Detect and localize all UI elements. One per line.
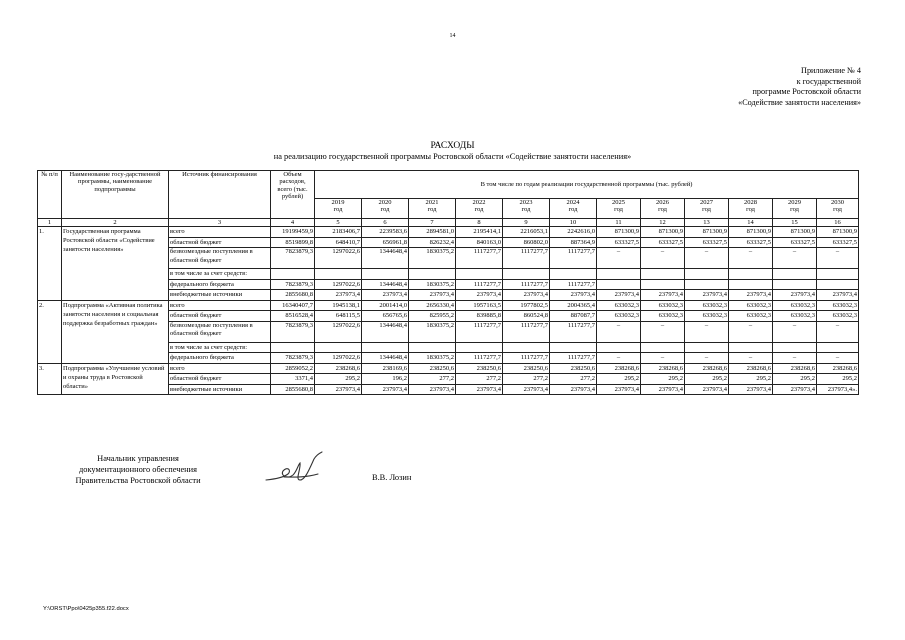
year-amount: – [641, 353, 685, 364]
total-amount: 7823879,3 [271, 279, 315, 290]
year-amount: 1117277,7 [456, 353, 503, 364]
funding-source: безвозмездные поступления в областной бюджет [169, 321, 271, 342]
program-name: Государственная программа Ростовской области «Содействие занятости населения» [62, 227, 169, 301]
year-amount: 825955,2 [409, 311, 456, 322]
column-number: 3 [169, 219, 271, 227]
year-amount: 2656330,4 [409, 300, 456, 311]
header-year [550, 199, 597, 219]
year-amount: 840163,0 [456, 237, 503, 248]
year-amount [503, 342, 550, 353]
year-amount: 237973,4 [409, 290, 456, 301]
year-amount: 237973,4 [550, 384, 597, 395]
year-amount [729, 269, 773, 280]
year-amount: 1117277,7 [550, 279, 597, 290]
year-amount: 1117277,7 [503, 279, 550, 290]
total-amount: 16340407,7 [271, 300, 315, 311]
year-amount: 871300,9 [641, 227, 685, 238]
year-amount: 277,2 [503, 374, 550, 385]
header-year [597, 199, 641, 219]
total-amount: 2859052,2 [271, 363, 315, 374]
year-amount [315, 269, 362, 280]
table-row [38, 227, 859, 238]
appendix-line: «Содействие занятости населения» [738, 97, 861, 107]
appendix-heading [611, 66, 861, 108]
year-amount: 871300,9 [729, 227, 773, 238]
year-amount: 1297022,6 [315, 248, 362, 269]
year-amount [773, 279, 817, 290]
year-amount [641, 342, 685, 353]
header-year [817, 199, 859, 219]
total-amount: 19199459,9 [271, 227, 315, 238]
signature-block [63, 453, 213, 486]
year-amount: 2001414,0 [362, 300, 409, 311]
year-amount: 238268,6 [773, 363, 817, 374]
year-amount: 295,2 [315, 374, 362, 385]
column-number: 14 [729, 219, 773, 227]
year-amount: 237973,4 [597, 384, 641, 395]
year-amount [362, 269, 409, 280]
year-amount [456, 269, 503, 280]
year-amount: 196,2 [362, 374, 409, 385]
year-amount: 2242616,0 [550, 227, 597, 238]
header-year [315, 199, 362, 219]
header-year [685, 199, 729, 219]
file-path: Y:\ORST\Ppo\0425p355.f22.docx [43, 606, 129, 612]
year-amount: 237973,4 [641, 384, 685, 395]
year-amount: 238250,6 [503, 363, 550, 374]
year-amount: 860524,8 [503, 311, 550, 322]
year-amount: 277,2 [550, 374, 597, 385]
year-amount: 295,2 [729, 374, 773, 385]
year-amount: 1945138,1 [315, 300, 362, 311]
year-amount [685, 342, 729, 353]
year-amount: 237973,4 [550, 290, 597, 301]
column-number: 5 [315, 219, 362, 227]
total-amount: 8516528,4 [271, 311, 315, 322]
column-number: 10 [550, 219, 597, 227]
year-amount: 295,2 [817, 374, 859, 385]
year-amount: – [641, 248, 685, 269]
funding-source: федерального бюджета [169, 279, 271, 290]
year-amount: 656765,6 [362, 311, 409, 322]
column-number: 2 [62, 219, 169, 227]
year-amount: 295,2 [773, 374, 817, 385]
year-amount: 633032,3 [641, 311, 685, 322]
year-amount: 237973,4 [362, 290, 409, 301]
year-amount: 1117277,7 [550, 353, 597, 364]
year-amount: 237973,4 [362, 384, 409, 395]
year-unit: год [474, 206, 484, 214]
year-amount: 2239583,6 [362, 227, 409, 238]
expenses-table [37, 170, 859, 395]
appendix-line: Приложение № 4 [801, 66, 861, 75]
year-value: 2020 [378, 199, 392, 206]
year-amount: 237973,4 [456, 384, 503, 395]
year-amount [773, 342, 817, 353]
table-row [38, 300, 859, 311]
year-unit: год [521, 206, 531, 214]
year-amount: 887087,7 [550, 311, 597, 322]
year-amount: 237973,4 [641, 290, 685, 301]
year-amount: 871300,9 [817, 227, 859, 238]
year-amount: 238169,6 [362, 363, 409, 374]
year-amount: 2183406,7 [315, 227, 362, 238]
year-value: 2025 [612, 199, 625, 206]
total-amount [271, 342, 315, 353]
year-amount [685, 269, 729, 280]
year-amount [597, 279, 641, 290]
signer-position: Начальник управления [97, 454, 179, 463]
year-amount: 1297022,6 [315, 353, 362, 364]
year-amount [729, 342, 773, 353]
year-unit: год [658, 206, 667, 214]
year-amount: 633327,5 [817, 237, 859, 248]
section-number: 3. [38, 363, 62, 395]
year-amount [362, 342, 409, 353]
column-number: 12 [641, 219, 685, 227]
year-amount: 826232,4 [409, 237, 456, 248]
year-amount: 237973,4 [456, 290, 503, 301]
funding-source: федерального бюджета [169, 353, 271, 364]
year-amount: 633327,5 [685, 237, 729, 248]
column-number: 4 [271, 219, 315, 227]
appendix-line: программе Ростовской области [752, 87, 861, 96]
header-total: Объем расходов, всего (тыс. рублей) [271, 171, 315, 219]
year-unit: год [380, 206, 390, 214]
year-amount: – [597, 321, 641, 342]
year-amount: 237973,4 [315, 384, 362, 395]
page-number: 14 [449, 33, 456, 39]
year-amount: – [685, 321, 729, 342]
year-amount: 237973,4 [817, 290, 859, 301]
column-number: 8 [456, 219, 503, 227]
year-amount: 633032,3 [597, 300, 641, 311]
year-amount: 633032,3 [685, 311, 729, 322]
year-amount: 860802,0 [503, 237, 550, 248]
year-amount: – [773, 321, 817, 342]
column-number: 13 [685, 219, 729, 227]
total-amount: 2855680,8 [271, 384, 315, 395]
year-amount: 237973,4 [315, 290, 362, 301]
year-amount [817, 269, 859, 280]
year-amount: – [729, 321, 773, 342]
year-amount: 648115,5 [315, 311, 362, 322]
year-amount: – [641, 321, 685, 342]
year-amount: 1297022,6 [315, 279, 362, 290]
year-amount: 2004365,4 [550, 300, 597, 311]
header-year [773, 199, 817, 219]
year-amount: 237973,4 [685, 384, 729, 395]
year-amount: 237973,4 [685, 290, 729, 301]
year-value: 2029 [788, 199, 801, 206]
year-value: 2026 [656, 199, 669, 206]
year-amount: 1117277,7 [456, 248, 503, 269]
year-value: 2027 [700, 199, 713, 206]
year-amount [729, 279, 773, 290]
funding-source: в том числе за счет средств: [169, 269, 271, 280]
year-amount: 1297022,6 [315, 321, 362, 342]
header-year [641, 199, 685, 219]
year-amount: – [685, 353, 729, 364]
year-amount: 238268,6 [641, 363, 685, 374]
year-amount: 1344648,4 [362, 279, 409, 290]
year-amount: 1117277,7 [456, 279, 503, 290]
column-number: 6 [362, 219, 409, 227]
year-amount [409, 342, 456, 353]
table-row [38, 363, 859, 374]
total-amount: 2855680,8 [271, 290, 315, 301]
year-amount: – [773, 353, 817, 364]
year-amount: 238250,6 [456, 363, 503, 374]
year-value: 2028 [744, 199, 757, 206]
year-amount: 1117277,7 [550, 321, 597, 342]
year-amount [315, 342, 362, 353]
year-amount: 871300,9 [685, 227, 729, 238]
year-amount [550, 342, 597, 353]
section-number: 2. [38, 300, 62, 363]
header-year [409, 199, 456, 219]
total-amount: 8519899,8 [271, 237, 315, 248]
year-amount [550, 269, 597, 280]
year-amount: 1830375,2 [409, 321, 456, 342]
funding-source: безвозмездные поступления в областной бюджет [169, 248, 271, 269]
year-amount: 1957163,5 [456, 300, 503, 311]
year-amount: – [817, 353, 859, 364]
year-amount [817, 342, 859, 353]
handwritten-signature [262, 450, 330, 490]
year-amount [685, 279, 729, 290]
year-amount: 2195414,1 [456, 227, 503, 238]
year-unit: год [614, 206, 623, 214]
year-amount: 237973,4 [597, 290, 641, 301]
year-amount: 1344648,4 [362, 353, 409, 364]
year-amount: – [597, 353, 641, 364]
header-number: № п/п [38, 171, 62, 219]
year-amount: 238268,6 [597, 363, 641, 374]
funding-source: всего [169, 300, 271, 311]
signer-name: В.В. Лозин [372, 473, 412, 482]
year-amount: 839885,8 [456, 311, 503, 322]
header-funding-source: Источник финансирования [169, 171, 271, 219]
year-amount: 295,2 [685, 374, 729, 385]
year-amount [817, 279, 859, 290]
year-amount: 238250,6 [409, 363, 456, 374]
funding-source: областной бюджет [169, 237, 271, 248]
year-amount [641, 279, 685, 290]
year-amount: 633327,5 [729, 237, 773, 248]
year-unit: год [427, 206, 437, 214]
year-amount: 1830375,2 [409, 279, 456, 290]
year-amount: – [597, 248, 641, 269]
year-amount: 633032,3 [685, 300, 729, 311]
total-amount [271, 269, 315, 280]
year-value: 2024 [566, 199, 580, 206]
year-amount: 238268,6 [817, 363, 859, 374]
funding-source: областной бюджет [169, 374, 271, 385]
column-number: 15 [773, 219, 817, 227]
year-unit: год [833, 206, 842, 214]
year-amount: 238268,6 [729, 363, 773, 374]
year-amount: – [817, 248, 859, 269]
year-amount: 237973,4 [729, 384, 773, 395]
year-unit: год [568, 206, 578, 214]
year-amount: 237973,4 [503, 384, 550, 395]
year-amount: 633032,3 [817, 311, 859, 322]
year-amount: 238268,6 [315, 363, 362, 374]
column-number: 1 [38, 219, 62, 227]
year-amount: 277,2 [456, 374, 503, 385]
year-amount: 633327,5 [597, 237, 641, 248]
year-amount: 1117277,7 [503, 353, 550, 364]
year-amount: 633032,3 [597, 311, 641, 322]
year-amount: 1117277,7 [550, 248, 597, 269]
year-unit: год [702, 206, 711, 214]
funding-source: всего [169, 363, 271, 374]
section-number: 1. [38, 227, 62, 301]
header-year [729, 199, 773, 219]
year-value: 2021 [425, 199, 439, 206]
year-amount: 1117277,7 [503, 248, 550, 269]
year-amount: 1117277,7 [456, 321, 503, 342]
year-amount: 1830375,2 [409, 248, 456, 269]
total-amount: 7823879,3 [271, 248, 315, 269]
year-amount: 1977802,5 [503, 300, 550, 311]
year-value: 2023 [519, 199, 533, 206]
year-amount: 633032,3 [773, 300, 817, 311]
year-amount: – [685, 248, 729, 269]
year-amount: 237973,4 [773, 290, 817, 301]
program-name: Подпрограмма «Улучшение условий и охраны труда в Ростовской области» [62, 363, 169, 395]
year-amount: – [773, 248, 817, 269]
header-year [503, 199, 550, 219]
year-amount: 633032,3 [729, 300, 773, 311]
document-title: РАСХОДЫ [430, 141, 475, 151]
column-number: 16 [817, 219, 859, 227]
year-amount: 871300,9 [597, 227, 641, 238]
year-amount [597, 269, 641, 280]
total-amount: 7823879,3 [271, 321, 315, 342]
funding-source: внебюджетные источники [169, 290, 271, 301]
year-amount: 2216053,1 [503, 227, 550, 238]
year-amount [409, 269, 456, 280]
year-amount: 1344648,4 [362, 248, 409, 269]
year-amount: 633032,3 [641, 300, 685, 311]
year-amount: 277,2 [409, 374, 456, 385]
year-amount: 237973,4 [409, 384, 456, 395]
year-amount: 633327,5 [773, 237, 817, 248]
funding-source: в том числе за счет средств: [169, 342, 271, 353]
year-amount: – [817, 321, 859, 342]
column-number: 7 [409, 219, 456, 227]
year-unit: год [790, 206, 799, 214]
year-amount: 656961,8 [362, 237, 409, 248]
year-value: 2030 [831, 199, 845, 206]
year-amount: 887364,9 [550, 237, 597, 248]
year-amount: 633032,3 [729, 311, 773, 322]
funding-source: всего [169, 227, 271, 238]
year-amount: 1830375,2 [409, 353, 456, 364]
year-amount: 237973,4 [729, 290, 773, 301]
column-number: 11 [597, 219, 641, 227]
year-amount: 295,2 [597, 374, 641, 385]
funding-source: внебюджетные источники [169, 384, 271, 395]
year-amount: 633032,3 [817, 300, 859, 311]
year-amount: 633327,5 [641, 237, 685, 248]
appendix-line: к государственной [796, 76, 861, 86]
total-amount: 7823879,3 [271, 353, 315, 364]
year-amount: 238268,6 [685, 363, 729, 374]
signer-position: Правительства Ростовской области [75, 476, 201, 485]
year-amount: 295,2 [641, 374, 685, 385]
year-amount [773, 269, 817, 280]
year-amount: 2894581,0 [409, 227, 456, 238]
year-unit: год [746, 206, 755, 214]
year-amount: 237973,4 [503, 290, 550, 301]
year-unit: год [333, 206, 343, 214]
signer-position: документационного обеспечения [79, 465, 197, 474]
column-number: 9 [503, 219, 550, 227]
total-amount: 3371,4 [271, 374, 315, 385]
header-year [362, 199, 409, 219]
year-amount: 1344648,4 [362, 321, 409, 342]
document-subtitle: на реализацию государственной программы Ростовской области «Содействие занятости населения» [273, 152, 632, 161]
year-amount: 871300,9 [773, 227, 817, 238]
year-amount: 648410,7 [315, 237, 362, 248]
year-amount: 633032,3 [773, 311, 817, 322]
year-value: 2022 [472, 199, 486, 206]
year-amount [456, 342, 503, 353]
funding-source: областной бюджет [169, 311, 271, 322]
header-year [456, 199, 503, 219]
year-amount: 1117277,7 [503, 321, 550, 342]
year-amount: 237973,4». [817, 384, 859, 395]
year-amount [597, 342, 641, 353]
program-name: Подпрограмма «Активная политика занятости населения и социальная поддержка безработных граждан» [62, 300, 169, 363]
year-amount: – [729, 353, 773, 364]
year-value: 2019 [331, 199, 345, 206]
year-amount: 238250,6 [550, 363, 597, 374]
year-amount: 237973,4 [773, 384, 817, 395]
year-amount [641, 269, 685, 280]
year-amount [503, 269, 550, 280]
header-years-group: В том числе по годам реализации государственной программы (тыс. рублей) [315, 171, 859, 199]
header-program-name: Наименование госу-дарственной программы, наименование подпрограммы [62, 171, 169, 219]
year-amount: – [729, 248, 773, 269]
